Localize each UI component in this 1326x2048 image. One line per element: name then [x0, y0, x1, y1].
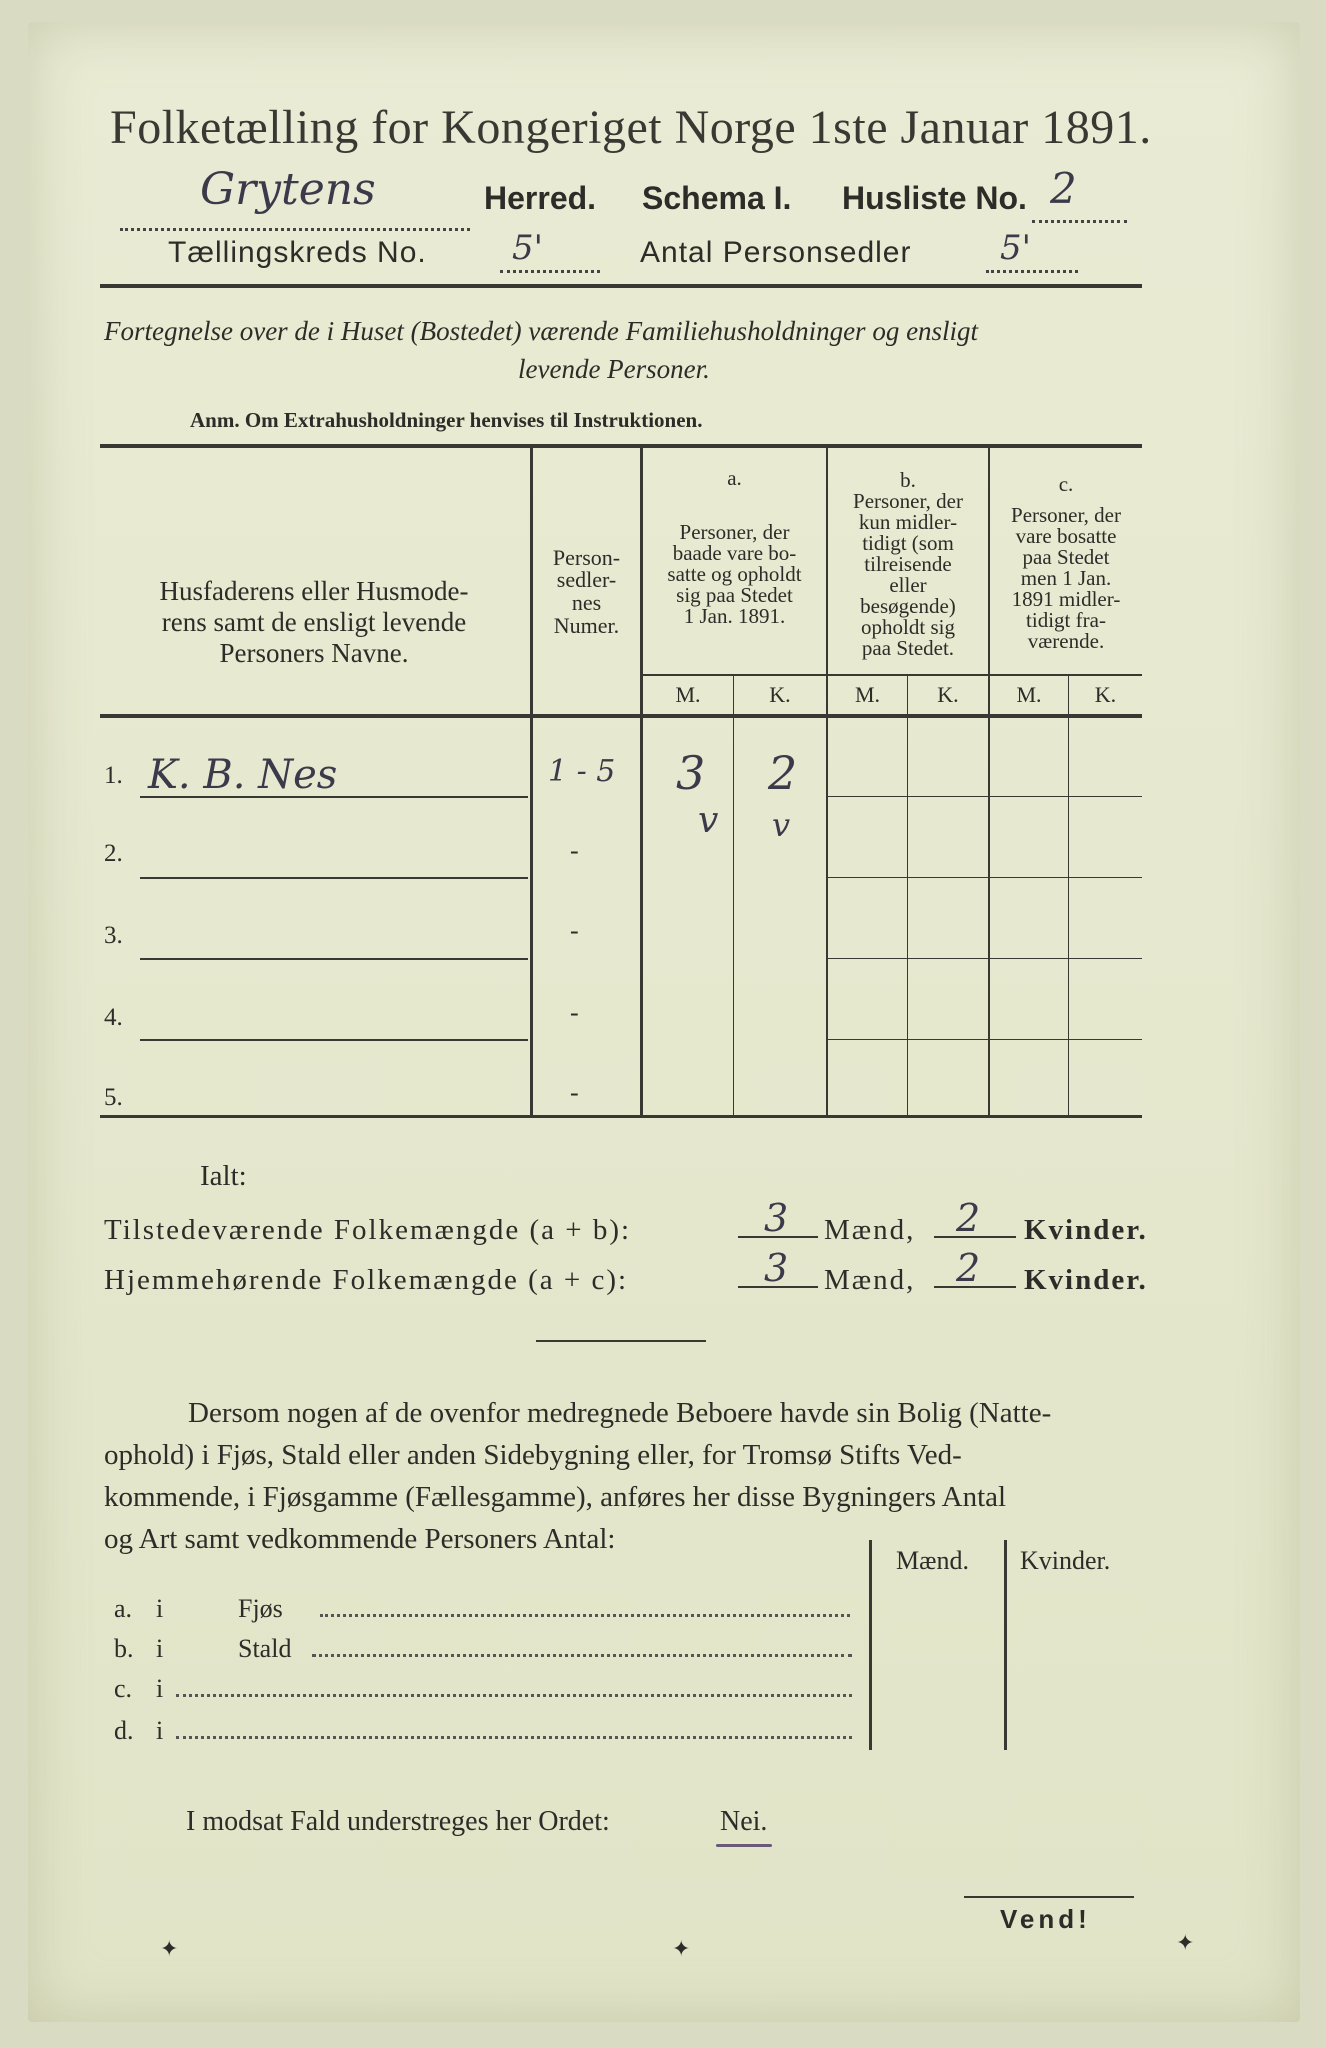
col-c-line-2: vare bosatte: [1015, 524, 1117, 548]
row-sedler: -: [570, 998, 579, 1027]
row-rule: [828, 958, 1142, 959]
row-rule: [140, 1039, 528, 1041]
col-c-m-label: M.: [1016, 682, 1042, 707]
row-a-m-checkmark: v: [698, 800, 719, 841]
col-a-k-label: K.: [769, 682, 791, 707]
corner-mark-icon: ✦: [160, 1936, 179, 1961]
col-c-line-1: Personer, der: [1011, 503, 1121, 527]
col-a-line-3: satte og opholdt: [667, 562, 802, 586]
table-top-rule: [100, 444, 1142, 448]
col-b-letter: b.: [900, 468, 916, 492]
col-num-line-3: nes: [571, 590, 602, 615]
table-mk-divider: [733, 676, 734, 1116]
hjemme-k-value: 2: [956, 1246, 981, 1290]
row-rule: [140, 877, 528, 879]
husliste-value: 2: [1050, 164, 1077, 213]
col-b-m-label: M.: [854, 682, 881, 707]
col-a-m-label: M.: [675, 682, 701, 707]
building-letter: c.: [114, 1674, 133, 1703]
col-b-line-3: tidigt (som: [862, 531, 954, 555]
vend-text: Vend!: [1000, 1904, 1091, 1934]
buildings-para-line-2: ophold) i Fjøs, Stald eller anden Sidebygning eller, for Tromsø Stifts Ved-: [104, 1439, 962, 1471]
col-b-line-1: Personer, der: [853, 489, 963, 513]
tilstede-m-value: 3: [764, 1196, 789, 1240]
buildings-para-line-3: kommende, i Fjøsgamme (Fællesgamme), anføres her disse Bygningers Antal: [104, 1481, 1007, 1513]
buildings-maend-head: Mænd.: [896, 1546, 969, 1575]
row-rule: [140, 958, 528, 960]
building-i: i: [156, 1594, 164, 1623]
building-name: Stald: [238, 1634, 292, 1663]
row-a-k-value: 2: [768, 746, 798, 800]
modsat-text: I modsat Fald understreges her Ordet:: [186, 1806, 610, 1837]
col-c-line-7: værende.: [1027, 629, 1105, 653]
center-mark-icon: ✦: [672, 1936, 691, 1961]
building-i: i: [156, 1674, 164, 1703]
col-c-k-label: K.: [1094, 682, 1117, 707]
nei-word: Nei.: [720, 1806, 768, 1837]
col-b-line-2: kun midler-: [858, 510, 958, 534]
building-dotted-line: [176, 1736, 852, 1739]
husliste-label: Husliste No.: [842, 180, 1027, 216]
building-name: Fjøs: [238, 1594, 283, 1623]
col-num-line-1: Person-: [552, 545, 621, 570]
building-dotted-line: [176, 1694, 852, 1697]
col-names-line-1: Husfaderens eller Husmode-: [159, 576, 469, 606]
tilstede-maend-label: Mænd,: [824, 1214, 916, 1246]
schema-label: Schema I.: [642, 180, 792, 216]
intro-line-2: levende Personer.: [518, 354, 710, 384]
col-c-line-6: tidigt fra-: [1026, 608, 1106, 632]
buildings-para-line-1: Dersom nogen af de ovenfor medregnede Beboere havde sin Bolig (Natte-: [188, 1397, 1052, 1429]
intro-line-1: Fortegnelse over de i Huset (Bostedet) værende Familiehusholdninger og ensligt: [104, 316, 979, 346]
table-header-rule: [100, 714, 1142, 718]
hjemme-kvinder-label: Kvinder.: [1024, 1264, 1148, 1296]
col-num-line-2: sedler-: [556, 567, 617, 592]
table-mk-rule: [640, 674, 1142, 676]
hjemme-maend-label: Mænd,: [824, 1264, 916, 1296]
hjemme-label: Hjemmehørende Folkemængde (a + c):: [104, 1264, 629, 1296]
col-c-letter: c.: [1058, 472, 1074, 496]
anm-note: Anm. Om Extrahusholdninger henvises til Instruktionen.: [190, 408, 703, 432]
nei-underline: [716, 1844, 772, 1847]
row-a-m-value: 3: [676, 746, 706, 800]
buildings-kvinder-head: Kvinder.: [1020, 1546, 1111, 1575]
buildings-divider: [869, 1540, 872, 1750]
row-rule: [828, 796, 1142, 797]
tilstede-kvinder-label: Kvinder.: [1024, 1214, 1148, 1246]
ialt-label: Ialt:: [200, 1160, 247, 1192]
tilstede-k-value: 2: [956, 1196, 981, 1240]
col-c-line-5: 1891 midler-: [1011, 587, 1121, 611]
row-number: 2.: [104, 840, 123, 867]
row-sedler: 1 - 5: [548, 754, 616, 789]
table-mk-divider: [1068, 676, 1069, 1116]
herred-label: Herred.: [484, 180, 597, 216]
row-number: 4.: [104, 1004, 123, 1031]
antal-label: Antal Personsedler: [640, 236, 912, 269]
buildings-divider: [1004, 1540, 1007, 1750]
corner-mark-icon: ✦: [1176, 1930, 1195, 1955]
buildings-para-line-4: og Art samt vedkommende Personers Antal:: [104, 1523, 616, 1555]
col-b-line-6: besøgende): [860, 594, 956, 618]
col-b-line-7: opholdt sig: [861, 615, 955, 639]
separator-rule: [536, 1340, 706, 1342]
row-number: 5.: [104, 1084, 123, 1111]
col-b-k-label: K.: [937, 682, 959, 707]
hjemme-m-value: 3: [764, 1246, 789, 1290]
form-title: Folketælling for Kongeriget Norge 1ste Januar 1891.: [110, 101, 1152, 154]
row-rule: [828, 877, 1142, 878]
antal-value: 5': [1000, 228, 1031, 268]
col-a-line-4: sig paa Stedet: [676, 583, 793, 607]
row-number: 3.: [104, 922, 123, 949]
col-b-line-8: paa Stedet.: [861, 636, 955, 660]
row-sedler: -: [570, 836, 579, 865]
herred-value: Grytens: [200, 164, 376, 215]
row-sedler: -: [570, 916, 579, 945]
building-letter: b.: [114, 1634, 134, 1663]
building-letter: a.: [114, 1594, 133, 1623]
table-mk-divider: [907, 676, 908, 1116]
col-names-line-3: Personers Navne.: [219, 638, 409, 668]
row-name: K. B. Nes: [148, 752, 338, 798]
header-rule: [100, 284, 1142, 288]
col-a-line-5: 1 Jan. 1891.: [683, 604, 786, 628]
building-i: i: [156, 1716, 164, 1745]
col-c-line-4: men 1 Jan.: [1020, 566, 1112, 590]
building-i: i: [156, 1634, 164, 1663]
row-rule: [828, 1039, 1142, 1040]
row-number: 1.: [104, 762, 123, 789]
col-a-letter: a.: [727, 466, 742, 490]
building-dotted-line: [320, 1614, 850, 1617]
col-b-line-5: eller: [889, 573, 927, 597]
row-sedler: -: [570, 1078, 579, 1107]
row-a-k-checkmark: v: [772, 806, 791, 844]
building-letter: d.: [114, 1716, 134, 1745]
col-a-line-1: Personer, der: [679, 520, 790, 544]
kreds-label: Tællingskreds No.: [168, 236, 427, 269]
vend-rule: [964, 1896, 1134, 1898]
col-num-line-4: Numer.: [553, 613, 620, 638]
col-c-line-3: paa Stedet: [1022, 545, 1110, 569]
col-b-line-4: tilreisende: [864, 552, 952, 576]
kreds-value: 5': [512, 228, 543, 268]
tilstede-label: Tilstedeværende Folkemængde (a + b):: [104, 1214, 632, 1246]
table-bottom-rule: [100, 1115, 1142, 1118]
col-names-line-2: rens samt de ensligt levende: [161, 607, 467, 637]
col-a-line-2: baade vare bo-: [672, 541, 797, 565]
husliste-field: [1032, 188, 1127, 223]
building-dotted-line: [312, 1654, 852, 1657]
